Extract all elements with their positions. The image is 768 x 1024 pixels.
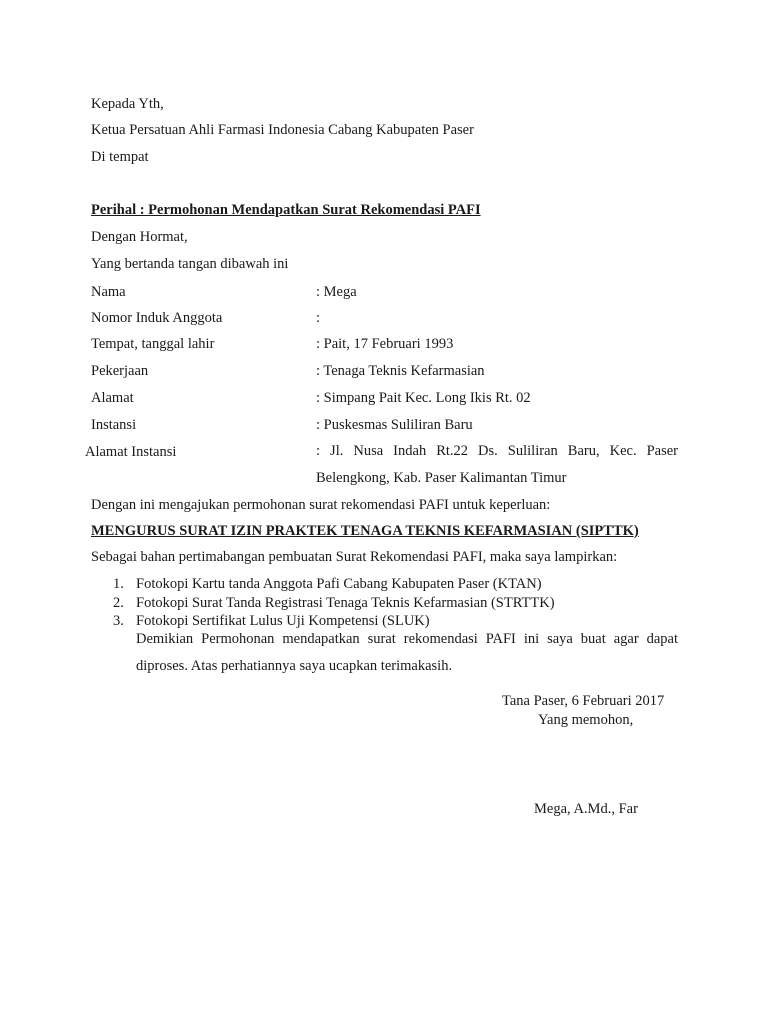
field-value-alamat: : Simpang Pait Kec. Long Ikis Rt. 02 — [316, 390, 531, 406]
attachment-item-3: Fotokopi Sertifikat Lulus Uji Kompetensi (SLUK) — [136, 613, 430, 629]
field-value-nama: : Mega — [316, 284, 357, 300]
recipient-line-1: Kepada Yth, — [91, 96, 164, 112]
field-label-instansi: Instansi — [91, 417, 137, 433]
field-label-pekerjaan: Pekerjaan — [91, 363, 149, 379]
purpose-intro: Dengan ini mengajukan permohonan surat rekomendasi PAFI untuk keperluan: — [91, 497, 551, 513]
field-label-nama: Nama — [91, 284, 126, 300]
field-value-alamat-instansi: : Jl. Nusa Indah Rt.22 Ds. Suliliran Baru, Kec. Paser Belengkong, Kab. Paser Kalimantan Timur — [316, 443, 678, 486]
field-value-nomor-induk: : — [316, 310, 321, 326]
field-value-pekerjaan: : Tenaga Teknis Kefarmasian — [316, 363, 485, 379]
recipient-line-2: Ketua Persatuan Ahli Farmasi Indonesia Cabang Kabupaten Paser — [91, 122, 474, 138]
signature-applicant-label: Yang memohon, — [538, 712, 634, 728]
field-value-ttl: : Pait, 17 Februari 1993 — [316, 336, 454, 352]
attachment-number-3: 3. — [113, 613, 124, 629]
letter-subject: Perihal : Permohonan Mendapatkan Surat Rekomendasi PAFI — [91, 202, 481, 218]
attachment-item-1: Fotokopi Kartu tanda Anggota Pafi Cabang Kabupaten Paser (KTAN) — [136, 576, 542, 592]
attachment-item-2: Fotokopi Surat Tanda Registrasi Tenaga Teknis Kefarmasian (STRTTK) — [136, 595, 555, 611]
field-label-alamat: Alamat — [91, 390, 134, 406]
field-label-nomor-induk: Nomor Induk Anggota — [91, 310, 223, 326]
field-label-alamat-instansi: Alamat Instansi — [85, 444, 177, 460]
attachments-intro: Sebagai bahan pertimabangan pembuatan Surat Rekomendasi PAFI, maka saya lampirkan: — [91, 549, 618, 565]
purpose-statement: MENGURUS SURAT IZIN PRAKTEK TENAGA TEKNIS KEFARMASIAN (SIPTTK) — [91, 523, 639, 539]
field-value-instansi: : Puskesmas Suliliran Baru — [316, 417, 473, 433]
field-label-ttl: Tempat, tanggal lahir — [91, 336, 215, 352]
greeting: Dengan Hormat, — [91, 229, 188, 245]
attachment-number-1: 1. — [113, 576, 124, 592]
signature-place-date: Tana Paser, 6 Februari 2017 — [502, 693, 665, 709]
recipient-line-3: Di tempat — [91, 149, 149, 165]
closing-paragraph: Demikian Permohonan mendapatkan surat rekomendasi PAFI ini saya buat agar dapat diproses. Atas perhatiannya saya ucapkan terimakasih. — [136, 631, 678, 674]
signature-name: Mega, A.Md., Far — [534, 801, 638, 817]
attachment-number-2: 2. — [113, 595, 124, 611]
intro-text: Yang bertanda tangan dibawah ini — [91, 256, 289, 272]
